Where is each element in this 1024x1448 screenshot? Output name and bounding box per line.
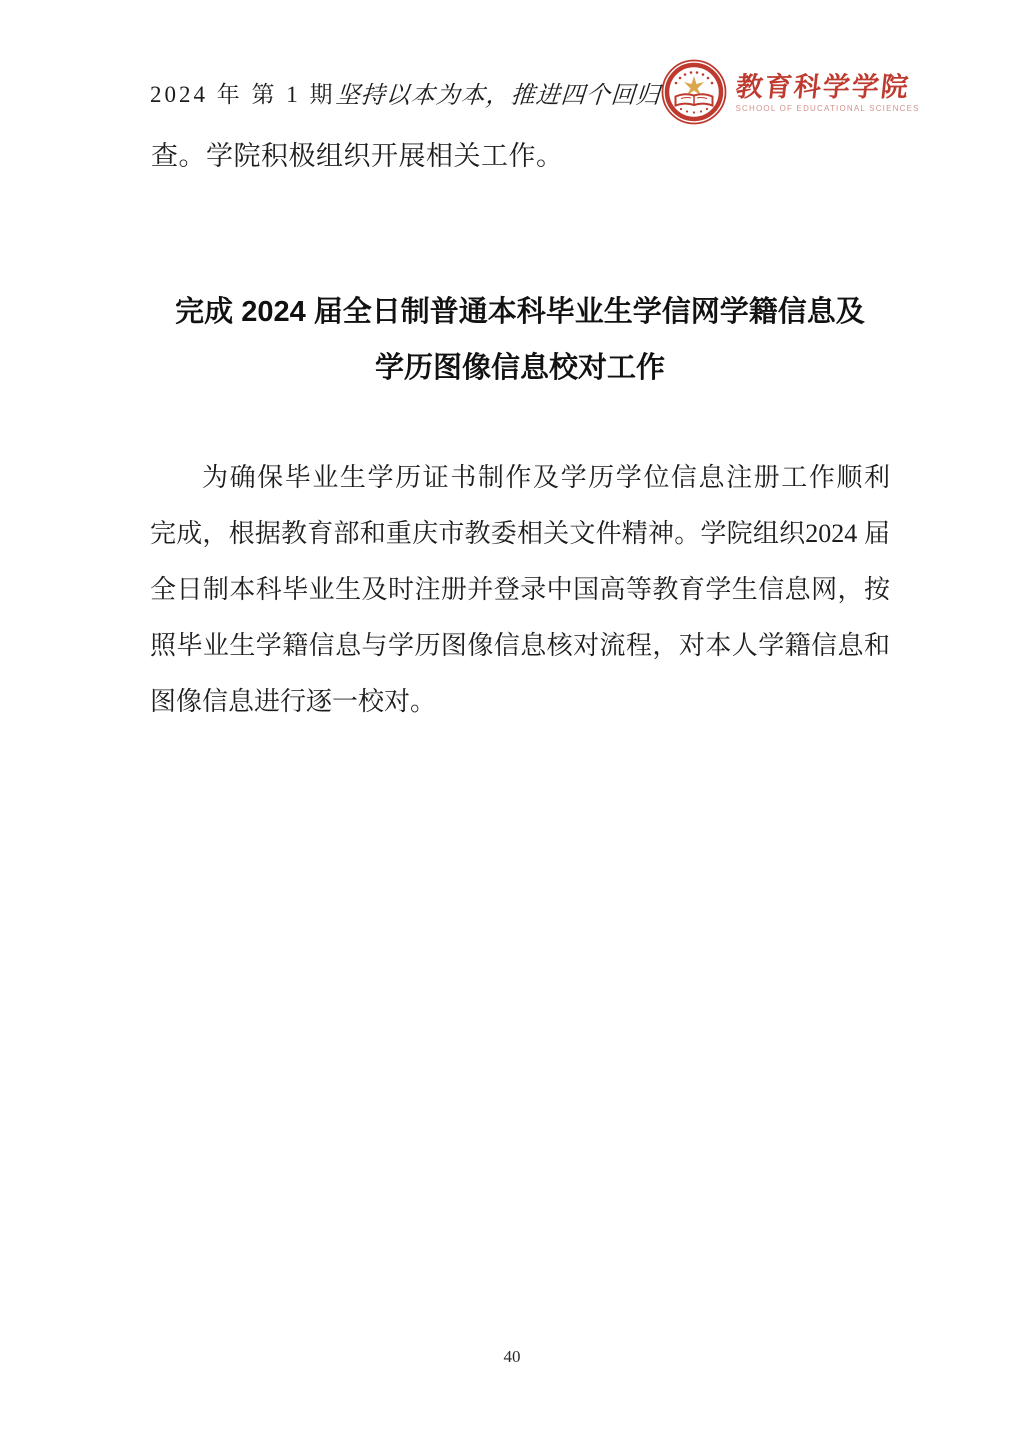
article-title: [150, 284, 890, 396]
paragraph-line: 全日制本科毕业生及时注册并登录中国高等教育学生信息网，按: [150, 575, 890, 604]
logo-title-cn: 教育科学学院: [733, 71, 912, 102]
logo-title-en: SCHOOL OF EDUCATIONAL SCIENCES: [735, 103, 920, 113]
paragraph-line: 照毕业生学籍信息与学历图像信息核对流程，对本人学籍信息和: [150, 631, 890, 660]
page-number: 40: [503, 1347, 521, 1366]
page-header: [150, 48, 920, 136]
paragraph-line: 完成，根据教育部和重庆市教委相关文件精神。学院组织2024 届: [150, 519, 890, 548]
slogan-text: 坚持以本为本，推进四个回归: [334, 82, 662, 109]
article-title-line-2: 学历图像信息校对工作: [374, 352, 665, 384]
lead-paragraph: 查。学院积极组织开展相关工作。: [151, 141, 564, 171]
school-logo: [661, 59, 920, 125]
paragraph-line: 图像信息进行逐一校对。: [150, 687, 437, 716]
logo-text: [733, 71, 920, 113]
school-seal-icon: [661, 59, 727, 125]
paragraph-line: 为确保毕业生学历证书制作及学历学位信息注册工作顺利: [202, 463, 890, 492]
article-paragraph: [150, 450, 890, 730]
article-title-line-1: 完成 2024 届全日制普通本科毕业生学信网学籍信息及: [175, 296, 865, 328]
issue-label: 2024 年 第 1 期: [150, 81, 336, 107]
